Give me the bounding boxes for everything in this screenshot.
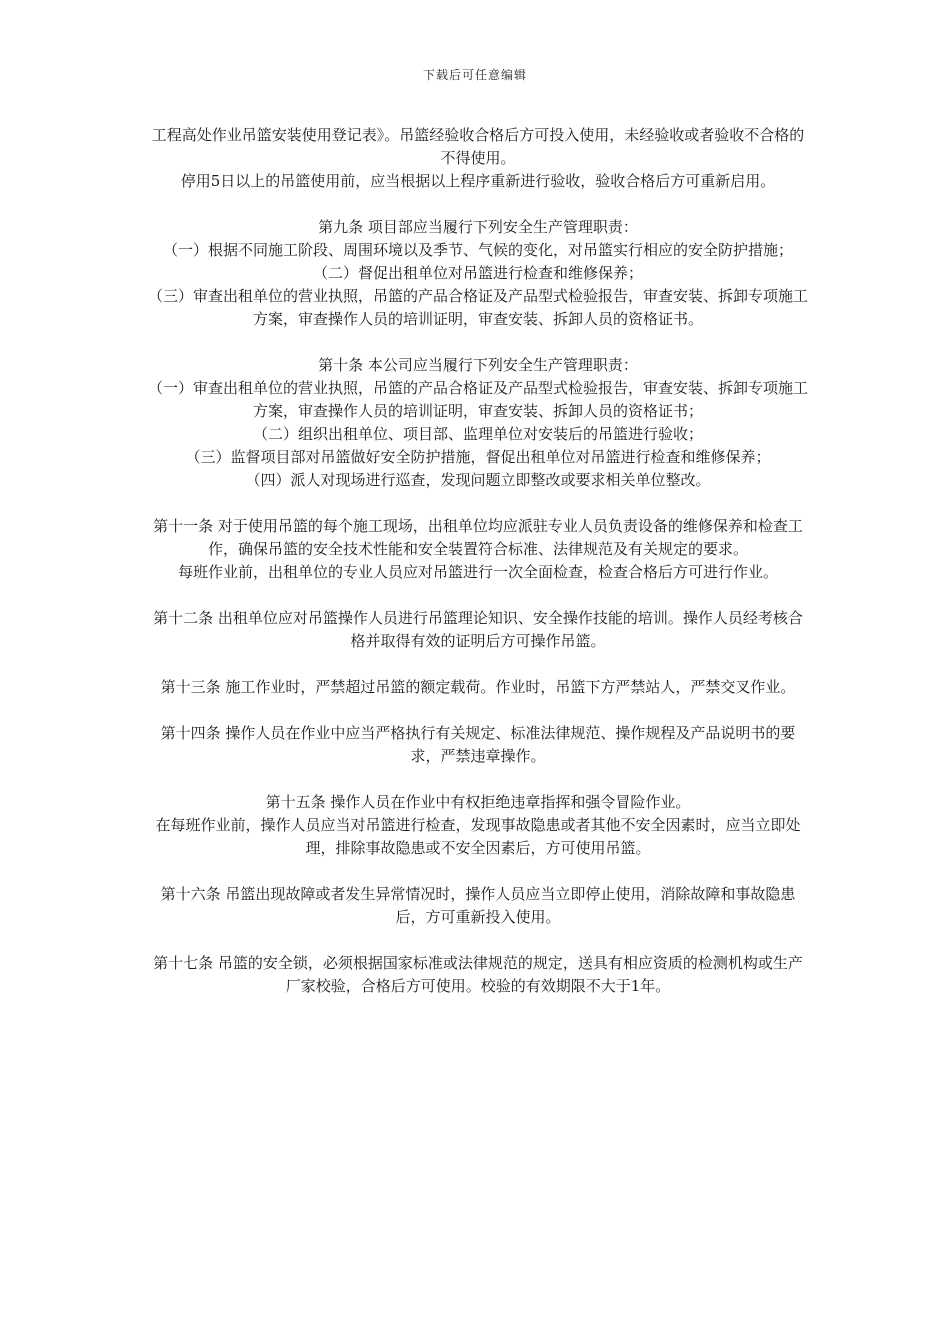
article-12: 第十二条 出租单位应对吊篮操作人员进行吊篮理论知识、安全操作技能的培训。操作人员经考核合格并取得有效的证明后方可操作吊篮。 (153, 609, 803, 650)
paragraph-acceptance: 工程高处作业吊篮安装使用登记表》。吊篮经验收合格后方可投入使用，未经验收或者验收不合格的不得使用。 (151, 126, 805, 167)
article-14: 第十四条 操作人员在作业中应当严格执行有关规定、标准法律规范、操作规程及产品说明书的要求，严禁违章操作。 (160, 724, 796, 765)
article-13: 第十三条 施工作业时，严禁超过吊篮的额定载荷。作业时，吊篮下方严禁站人，严禁交叉作业。 (160, 678, 796, 696)
article-10-item-4: （四）派人对现场进行巡查，发现问题立即整改或要求相关单位整改。 (245, 471, 711, 489)
article-10-item-2: （二）组织出租单位、项目部、监理单位对安装后的吊篮进行验收； (252, 425, 703, 443)
article-9-heading: 第九条 项目部应当履行下列安全生产管理职责： (318, 218, 638, 236)
article-10-heading: 第十条 本公司应当履行下列安全生产管理职责： (318, 356, 638, 374)
article-16: 第十六条 吊篮出现故障或者发生异常情况时，操作人员应当立即停止使用，消除故障和事故隐患后，方可重新投入使用。 (160, 885, 796, 926)
article-11: 第十一条 对于使用吊篮的每个施工现场，出租单位均应派驻专业人员负责设备的维修保养和检查工作，确保吊篮的安全技术性能和安全装置符合标准、法律规范及有关规定的要求。 (153, 517, 803, 558)
paragraph-reacceptance: 停用5日以上的吊篮使用前，应当根据以上程序重新进行验收，验收合格后方可重新启用。 (180, 172, 776, 190)
article-17: 第十七条 吊篮的安全锁，必须根据国家标准或法律规范的规定，送具有相应资质的检测机构或生产厂家校验，合格后方可使用。校验的有效期限不大于1年。 (153, 954, 803, 995)
article-11-daily-check: 每班作业前，出租单位的专业人员应对吊篮进行一次全面检查，检查合格后方可进行作业。 (177, 563, 778, 581)
article-15: 第十五条 操作人员在作业中有权拒绝违章指挥和强令冒险作业。 (265, 793, 691, 811)
document-body (148, 124, 808, 998)
article-9-item-3: （三）审查出租单位的营业执照，吊篮的产品合格证及产品型式检验报告，审查安装、拆卸专项施工方案，审查操作人员的培训证明，审查安装、拆卸人员的资格证书。 (148, 287, 809, 328)
article-10-item-3: （三）监督项目部对吊篮做好安全防护措施，督促出租单位对吊篮进行检查和维修保养； (185, 448, 771, 466)
article-15-inspection: 在每班作业前，操作人员应当对吊篮进行检查，发现事故隐患或者其他不安全因素时，应当立即处理，排除事故隐患或不安全因素后，方可使用吊篮。 (155, 816, 801, 857)
article-9-item-1: （一）根据不同施工阶段、周围环境以及季节、气候的变化，对吊篮实行相应的安全防护措施； (162, 241, 793, 259)
article-10-item-1: （一）审查出租单位的营业执照，吊篮的产品合格证及产品型式检验报告，审查安装、拆卸专项施工方案，审查操作人员的培训证明，审查安装、拆卸人员的资格证书； (148, 379, 809, 420)
page-header-note: 下载后可任意编辑 (422, 68, 527, 82)
article-9-item-2: （二）督促出租单位对吊篮进行检查和维修保养； (312, 264, 643, 282)
